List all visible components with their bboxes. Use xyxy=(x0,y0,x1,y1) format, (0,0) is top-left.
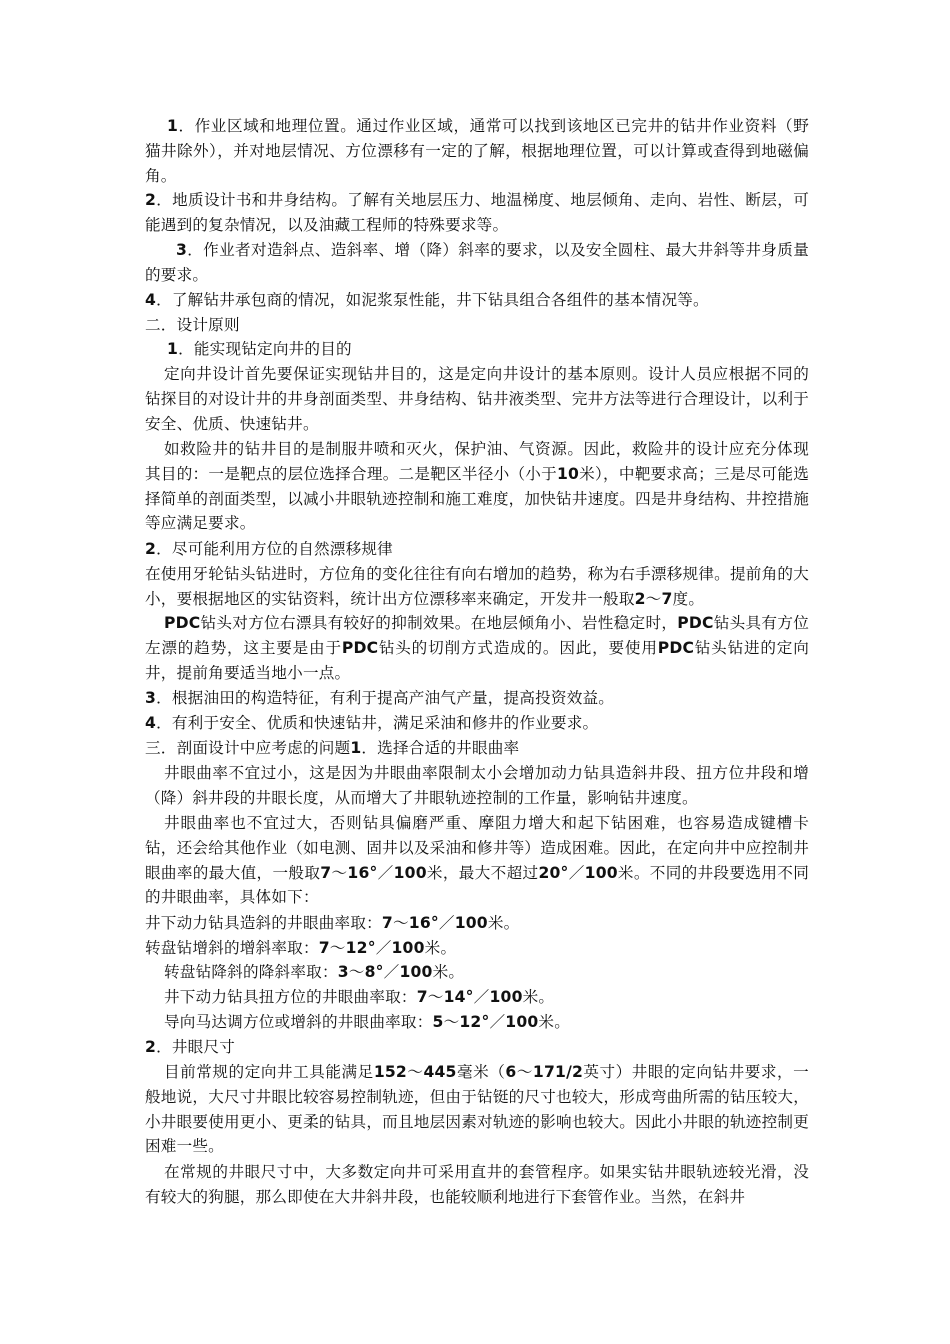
item-number: 1 xyxy=(167,340,179,358)
text-run: 转盘钻降斜的降斜率取： xyxy=(164,963,338,981)
paragraph-text: ．根据油田的构造特征，有利于提高产油气产量，提高投资效益。 xyxy=(156,689,615,707)
paragraph-text: ．作业区域和地理位置。通过作业区域，通常可以找到该地区已完井的钻井作业资料（野猫井除外），并对地层情况、方位漂移有一定的了解，根据地理位置，可以计算或查得到地磁偏角。 xyxy=(145,117,809,185)
number-run: 16° xyxy=(347,863,378,882)
number-run: 6 xyxy=(505,1063,517,1081)
paragraph-body xyxy=(145,761,809,811)
number-run: 7 xyxy=(320,863,332,882)
item-number: 3 xyxy=(145,689,157,707)
item-number: 3 xyxy=(176,241,188,259)
text-run: 钻头的切削方式造成的。因此，要使用 xyxy=(378,638,658,657)
text-run: 米，最大不超过 xyxy=(426,863,539,882)
number-run: 16° xyxy=(408,914,439,932)
text-run: 度。 xyxy=(672,589,705,608)
text-run: 转盘钻增斜的增斜率取： xyxy=(145,939,319,957)
text-run: ～ xyxy=(392,914,409,932)
text-run: 米。 xyxy=(432,963,465,981)
number-run: 100 xyxy=(391,939,425,957)
text-run: ～ xyxy=(331,863,348,882)
text-run: ～ xyxy=(645,589,662,608)
text-run: 钻头对方位右漂具有较好的抑制效果。在地层倾角小、岩性稳定时， xyxy=(200,614,678,632)
curvature-rule-4 xyxy=(145,985,809,1010)
number-run: 7 xyxy=(318,939,330,957)
text-run: 米。 xyxy=(522,988,555,1006)
text-run: 如救险井的钻井目的是制服井喷和灭火，保护油、气资源。因此，救险井的设计应充分体现其目的：一是靶点的层位选择合理。二是靶区半径小（小于 xyxy=(145,440,809,483)
paragraph-body xyxy=(145,611,809,685)
section-heading-design-principles xyxy=(145,313,809,338)
paragraph-item-1 xyxy=(145,114,809,188)
text-run: ～ xyxy=(329,939,346,957)
text-run: 米。不同的井段要选用不同的井眼曲率，具体如下： xyxy=(145,863,810,907)
subheading-text: ．尽可能利用方位的自然漂移规律 xyxy=(156,540,393,558)
term-run: PDC xyxy=(341,638,379,657)
curvature-rule-3 xyxy=(145,960,809,985)
text-run: 毫米（ xyxy=(456,1063,506,1081)
paragraph-body xyxy=(145,562,809,612)
text-run: 米。 xyxy=(424,939,457,957)
text-run: ～ xyxy=(516,1063,533,1081)
text-run: 井下动力钻具造斜的井眼曲率取： xyxy=(145,914,382,932)
text-run: ／ xyxy=(383,963,400,981)
number-run: 171/2 xyxy=(532,1063,584,1081)
text-run: 米。 xyxy=(487,914,520,932)
number-run: 152 xyxy=(373,1063,407,1081)
subheading-text: ．井眼尺寸 xyxy=(156,1038,236,1056)
text-run: 导向马达调方位或增斜的井眼曲率取： xyxy=(164,1013,433,1031)
number-run: 20° xyxy=(538,863,569,882)
text-run: ／ xyxy=(473,988,490,1006)
paragraph-text: 在常规的井眼尺寸中，大多数定向井可采用直井的套管程序。如果实钻井眼轨迹较光滑，没有较大的狗腿，那么即使在大井斜井段，也能较顺利地进行下套管作业。当然，在斜井 xyxy=(145,1163,809,1206)
curvature-rule-1 xyxy=(145,911,809,936)
term-run: PDC xyxy=(164,614,201,632)
paragraph-body xyxy=(145,437,809,536)
paragraph-text: ．地质设计书和井身结构。了解有关地层压力、地温梯度、地层倾角、走向、岩性、断层，可能遇到的复杂情况，以及油藏工程师的特殊要求等。 xyxy=(145,191,809,234)
number-run: 3 xyxy=(337,963,349,981)
subheading-1 xyxy=(145,337,809,362)
text-run: ／ xyxy=(489,1013,506,1031)
text-run: 井眼曲率也不宜过大，否则钻具偏磨严重、摩阻力增大和起下钻困难，也容易造成键槽卡钻，还会给其他作业（如电测、固井以及采油和修井等）造成困难。因此，在定向井中应控制井眼曲率的最大值，一般取 xyxy=(145,814,809,882)
item-number: 4 xyxy=(145,714,157,732)
heading-text: 二．设计原则 xyxy=(145,316,240,334)
number-run: 100 xyxy=(489,988,523,1006)
paragraph-body xyxy=(145,1160,809,1210)
number-run: 5 xyxy=(432,1013,444,1031)
text-run: ～ xyxy=(443,1013,460,1031)
paragraph-body xyxy=(145,811,809,910)
text-run: 目前常规的定向井工具能满足 xyxy=(164,1063,374,1081)
text-run: 井下动力钻具扭方位的井眼曲率取： xyxy=(164,988,417,1006)
heading-text: ．选择合适的井眼曲率 xyxy=(361,739,520,757)
text-run: ／ xyxy=(438,914,455,932)
paragraph-text: 井眼曲率不宜过小，这是因为井眼曲率限制太小会增加动力钻具造斜井段、扭方位井段和增（降）斜井段的井眼长度，从而增大了井眼轨迹控制的工作量，影响钻井速度。 xyxy=(145,764,809,807)
curvature-rule-2 xyxy=(145,936,809,961)
paragraph-body xyxy=(145,362,809,436)
paragraph-text: ．作业者对造斜点、造斜率、增（降）斜率的要求，以及安全圆柱、最大井斜等井身质量的要求。 xyxy=(145,241,809,284)
heading-text: 三．剖面设计中应考虑的问题 xyxy=(145,739,351,757)
number-run: 8° xyxy=(364,963,384,981)
number-run: 100 xyxy=(393,863,427,882)
text-run: ～ xyxy=(406,1063,424,1081)
number-run: 7 xyxy=(416,988,428,1006)
text-run: 钻头具有方位左漂的趋势，这主要是由于 xyxy=(145,614,809,657)
number-run: 12° xyxy=(459,1013,490,1031)
item-number: 1 xyxy=(350,739,362,757)
curvature-rule-5 xyxy=(145,1010,809,1035)
term-run: PDC xyxy=(677,614,714,632)
number-run: 10 xyxy=(557,464,580,483)
number-run: 7 xyxy=(381,914,393,932)
term-run: PDC xyxy=(657,638,695,657)
paragraph-text: ．有利于安全、优质和快速钻井，满足采油和修井的作业要求。 xyxy=(156,714,599,732)
paragraph-item-4b xyxy=(145,711,809,736)
paragraph-item-4 xyxy=(145,288,809,313)
number-run: 100 xyxy=(399,963,433,981)
item-number: 2 xyxy=(145,1038,157,1056)
paragraph-text: ．了解钻井承包商的情况，如泥浆泵性能，井下钻具组合各组件的基本情况等。 xyxy=(156,291,709,309)
text-run: 英寸）井眼的定向钻井要求，一般地说，大尺寸井眼比较容易控制轨迹，但由于钻铤的尺寸也较大，形成弯曲所需的钻压较大，小井眼要使用更小、更柔的钻具，而且地层因素对轨迹的影响也较大。因此小井眼的轨迹控制更困难一些。 xyxy=(145,1063,809,1156)
number-run: 7 xyxy=(661,589,673,608)
text-run: ／ xyxy=(375,939,392,957)
text-run: ／ xyxy=(568,863,585,882)
text-run: 米），中靶要求高；三是尽可能选择简单的剖面类型，以减小井眼轨迹控制和施工难度，加快钻井速度。四是井身结构、井控措施等应满足要求。 xyxy=(145,464,809,533)
text-run: 米。 xyxy=(538,1013,571,1031)
section-heading-profile-design xyxy=(145,736,809,761)
text-run: ／ xyxy=(377,863,394,882)
text-run: 钻头钻进的定向井，提前角要适当地小一点。 xyxy=(145,638,809,682)
number-run: 100 xyxy=(584,863,618,882)
number-run: 100 xyxy=(454,914,488,932)
text-run: ～ xyxy=(348,963,365,981)
subheading-text: ．能实现钻定向井的目的 xyxy=(178,340,352,358)
number-run: 14° xyxy=(443,988,474,1006)
text-run: ～ xyxy=(427,988,444,1006)
paragraph-item-3 xyxy=(145,238,809,288)
subheading-hole-size xyxy=(145,1035,809,1060)
number-run: 445 xyxy=(423,1063,457,1081)
item-number: 4 xyxy=(145,291,157,309)
paragraph-text: 定向井设计首先要保证实现钻井目的，这是定向井设计的基本原则。设计人员应根据不同的钻探目的对设计井的井身剖面类型、井身结构、钻井液类型、完井方法等进行合理设计，以利于安全、优质、快速钻井。 xyxy=(145,365,809,433)
number-run: 12° xyxy=(345,939,376,957)
paragraph-body xyxy=(145,1060,809,1159)
text-run: 在使用牙轮钻头钻进时，方位角的变化往往有向右增加的趋势，称为右手漂移规律。提前角的大小，要根据地区的实钻资料，统计出方位漂移率来确定，开发井一般取 xyxy=(145,565,809,608)
number-run: 100 xyxy=(505,1013,539,1031)
item-number: 2 xyxy=(145,540,157,558)
paragraph-item-2 xyxy=(145,188,809,238)
subheading-2 xyxy=(145,537,809,562)
item-number: 1 xyxy=(167,117,179,135)
number-run: 2 xyxy=(634,589,646,608)
item-number: 2 xyxy=(145,191,157,209)
paragraph-item-3b xyxy=(145,686,809,711)
